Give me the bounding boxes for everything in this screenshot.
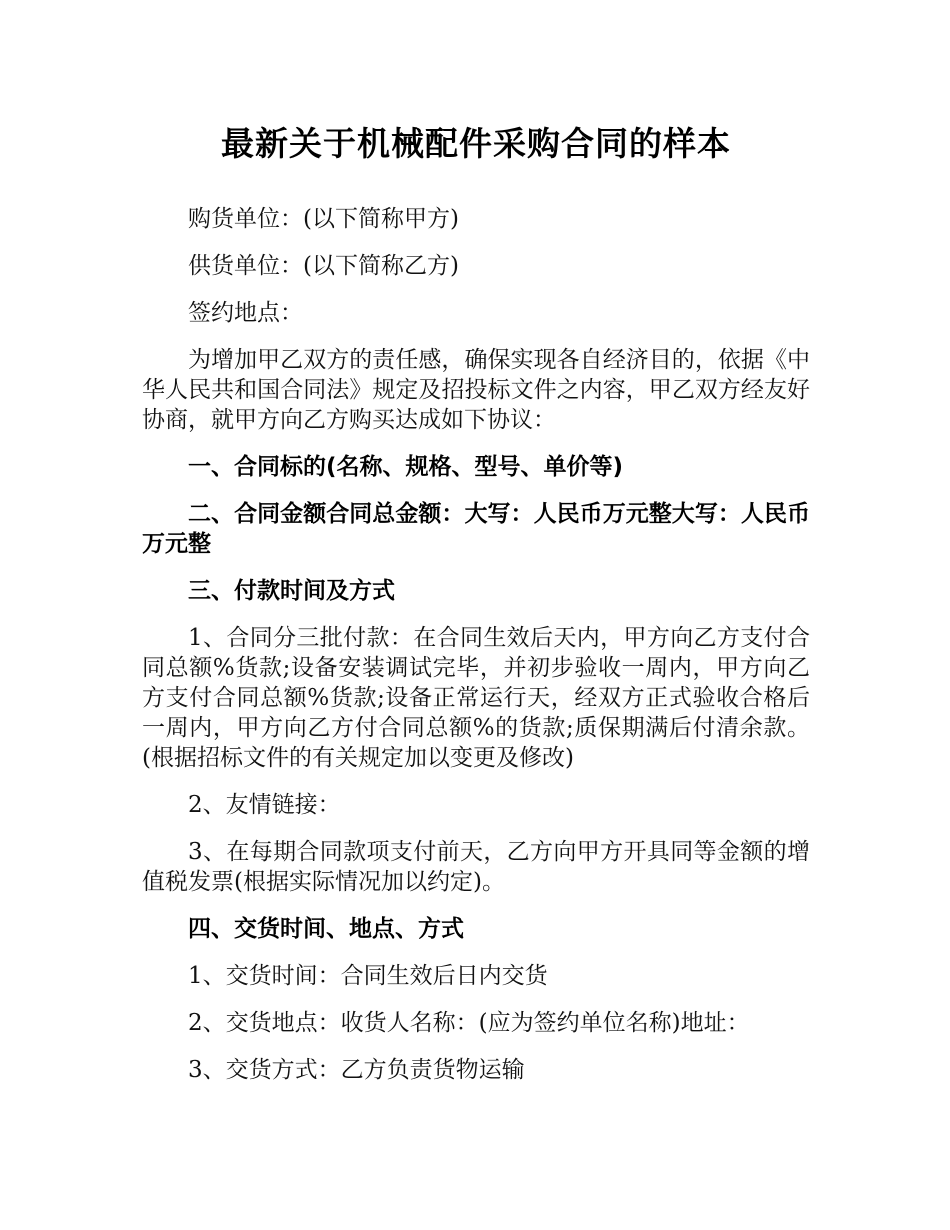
section-heading-2: 二、合同金额合同总金额：大写：人民币万元整大写：人民币万元整 <box>142 501 810 557</box>
section-heading-3: 三、付款时间及方式 <box>188 578 395 604</box>
document-page <box>142 122 810 1085</box>
supplier-line: 供货单位：(以下简称乙方) <box>188 253 459 279</box>
delivery-clause-2: 2、交货地点：收货人名称：(应为签约单位名称)地址： <box>188 1010 750 1036</box>
payment-clause-3: 3、在每期合同款项支付前天，乙方向甲方开具同等金额的增值税发票(根据实际情况加以约定)。 <box>142 839 810 895</box>
delivery-clause-1: 1、交货时间：合同生效后日内交货 <box>188 963 548 989</box>
section-heading-4: 四、交货时间、地点、方式 <box>188 916 464 942</box>
preamble-paragraph: 为增加甲乙双方的责任感，确保实现各自经济目的，依据《中华人民共和国合同法》规定及招投标文件之内容，甲乙双方经友好协商，就甲方向乙方购买达成如下协议： <box>142 347 810 433</box>
section-heading-1: 一、合同标的(名称、规格、型号、单价等) <box>188 454 624 480</box>
document-title: 最新关于机械配件采购合同的样本 <box>221 124 731 163</box>
delivery-clause-3: 3、交货方式：乙方负责货物运输 <box>188 1057 525 1083</box>
signing-place-line: 签约地点： <box>188 300 303 326</box>
payment-clause-1: 1、合同分三批付款：在合同生效后天内，甲方向乙方支付合同总额%货款;设备安装调试完毕，并初步验收一周内，甲方向乙方支付合同总额%货款;设备正常运行天，经双方正式验收合格后一周内，甲方向乙方付合同总额%的货款;质保期满后付清余款。(根据招标文件的有关规定加以变更及修改) <box>142 625 810 771</box>
buyer-line: 购货单位：(以下简称甲方) <box>188 206 459 232</box>
payment-clause-2: 2、友情链接： <box>188 792 341 818</box>
